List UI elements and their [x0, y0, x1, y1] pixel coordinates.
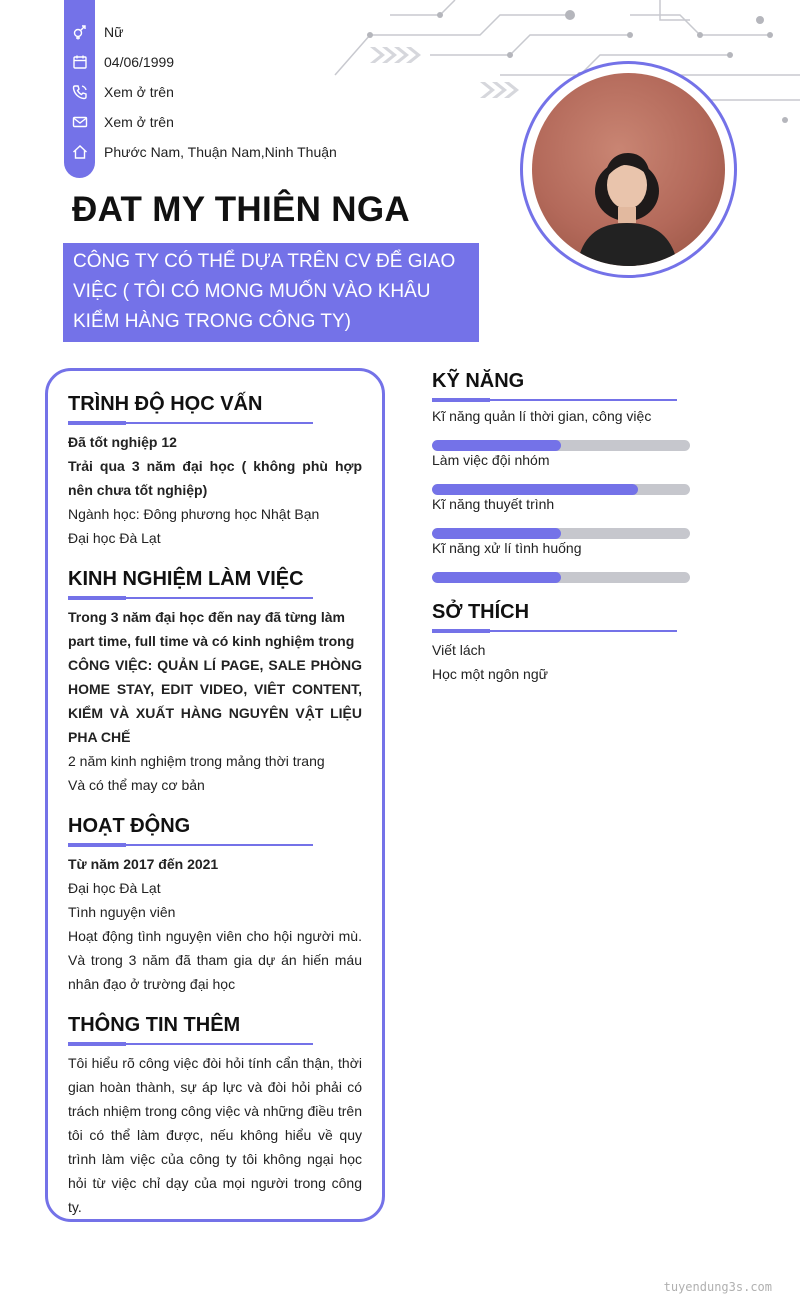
- contact-birthday: [64, 50, 174, 74]
- experience-title: KINH NGHIỆM LÀM VIỆC: [68, 568, 304, 590]
- birthday-text: 04/06/1999: [104, 54, 175, 70]
- contact-phone: [64, 80, 174, 104]
- hobby-item: Học một ngôn ngữ: [432, 666, 548, 682]
- skill-label: Kĩ năng thuyết trình: [432, 496, 555, 512]
- education-title: TRÌNH ĐỘ HỌC VẤN: [68, 393, 263, 415]
- avatar: [532, 73, 725, 266]
- activities-title: HOẠT ĐỘNG: [68, 815, 191, 837]
- skill-progress-track: [432, 572, 690, 583]
- activities-line: Đại học Đà Lạt: [68, 880, 161, 896]
- experience-line: 2 năm kinh nghiệm trong mảng thời trang: [68, 753, 325, 769]
- career-objective: CÔNG TY CÓ THỂ DỰA TRÊN CV ĐỂ GIAO VIỆC ( TÔI CÓ MONG MUỐN VÀO KHÂU KIỂM HÀNG TRONG CÔNG TY): [63, 243, 479, 342]
- activities-line: Từ năm 2017 đến 2021: [68, 856, 219, 872]
- experience-line: CÔNG VIỆC: QUẢN LÍ PAGE, SALE PHÒNG HOME STAY, EDIT VIDEO, VIÊT CONTENT, KIỂM VÀ XUẤT HÀNG NGUYÊN VẬT LIỆU PHA CHẾ: [68, 657, 362, 745]
- contact-gender: [64, 20, 123, 44]
- experience-line: Trong 3 năm đại học đến nay đã từng làm part time, full time và có kinh nghiệm trong: [68, 609, 355, 649]
- skill-progress-fill: [432, 484, 638, 495]
- skills-divider: [432, 399, 677, 401]
- skill-item: [432, 540, 690, 583]
- hobbies-list: [432, 638, 692, 686]
- watermark: tuyendung3s.com: [663, 1280, 772, 1294]
- email-icon: [64, 114, 95, 130]
- address-text: Phước Nam, Thuận Nam,Ninh Thuận: [104, 144, 337, 160]
- activities-section: [68, 852, 362, 996]
- education-section: [68, 430, 362, 550]
- activities-line: Hoạt động tình nguyện viên cho hội người mù. Và trong 3 năm đã tham gia dự án hiến máu nhân đạo ở trường đại học: [68, 928, 362, 992]
- more-info-title: THÔNG TIN THÊM: [68, 1014, 241, 1036]
- skill-label: Kĩ năng quản lí thời gian, công việc: [432, 408, 652, 424]
- skill-progress-fill: [432, 440, 561, 451]
- candidate-name: ĐAT MY THIÊN NGA: [72, 190, 410, 229]
- skill-progress-fill: [432, 572, 561, 583]
- hobbies-divider: [432, 630, 677, 632]
- hobbies-title: SỞ THÍCH: [432, 601, 530, 623]
- education-line: Ngành học: Đông phương học Nhật Bạn: [68, 506, 320, 522]
- skill-item: [432, 408, 690, 451]
- skill-item: [432, 452, 690, 495]
- skill-progress-track: [432, 440, 690, 451]
- contact-address: [64, 140, 337, 164]
- skill-progress-track: [432, 484, 690, 495]
- education-line: Trải qua 3 năm đại học ( không phù hợp nên chưa tốt nghiệp): [68, 458, 362, 498]
- skill-progress-fill: [432, 528, 561, 539]
- education-line: Đại học Đà Lạt: [68, 530, 161, 546]
- home-icon: [64, 144, 95, 160]
- activities-line: Tình nguyện viên: [68, 904, 176, 920]
- skill-label: Làm việc đội nhóm: [432, 452, 550, 468]
- hobby-item: Viết lách: [432, 642, 486, 658]
- experience-section: [68, 605, 362, 797]
- gender-icon: [64, 24, 95, 40]
- phone-text: Xem ở trên: [104, 84, 174, 100]
- skill-progress-track: [432, 528, 690, 539]
- more-info-text: Tôi hiểu rõ công việc đòi hỏi tính cẩn thận, thời gian hoàn thành, sự áp lực và đòi hỏi phải có trách nhiệm trong công việc và những điều trên tôi có thể làm được, nếu không hiểu về quy trình làm việc của công ty tôi không ngại học hỏi từ việc chỉ dạy của mọi người trong công ty.: [68, 1055, 362, 1215]
- skill-label: Kĩ năng xử lí tình huống: [432, 540, 582, 556]
- phone-icon: [64, 84, 95, 100]
- education-line: Đã tốt nghiệp 12: [68, 434, 177, 450]
- calendar-icon: [64, 54, 95, 70]
- more-info-divider: [68, 1043, 313, 1045]
- education-divider: [68, 422, 313, 424]
- skill-item: [432, 496, 690, 539]
- gender-text: Nữ: [104, 24, 124, 40]
- contact-email: [64, 110, 174, 134]
- skills-title: KỸ NĂNG: [432, 370, 525, 392]
- experience-line: Và có thể may cơ bản: [68, 777, 205, 793]
- activities-divider: [68, 844, 313, 846]
- experience-divider: [68, 597, 313, 599]
- email-text: Xem ở trên: [104, 114, 174, 130]
